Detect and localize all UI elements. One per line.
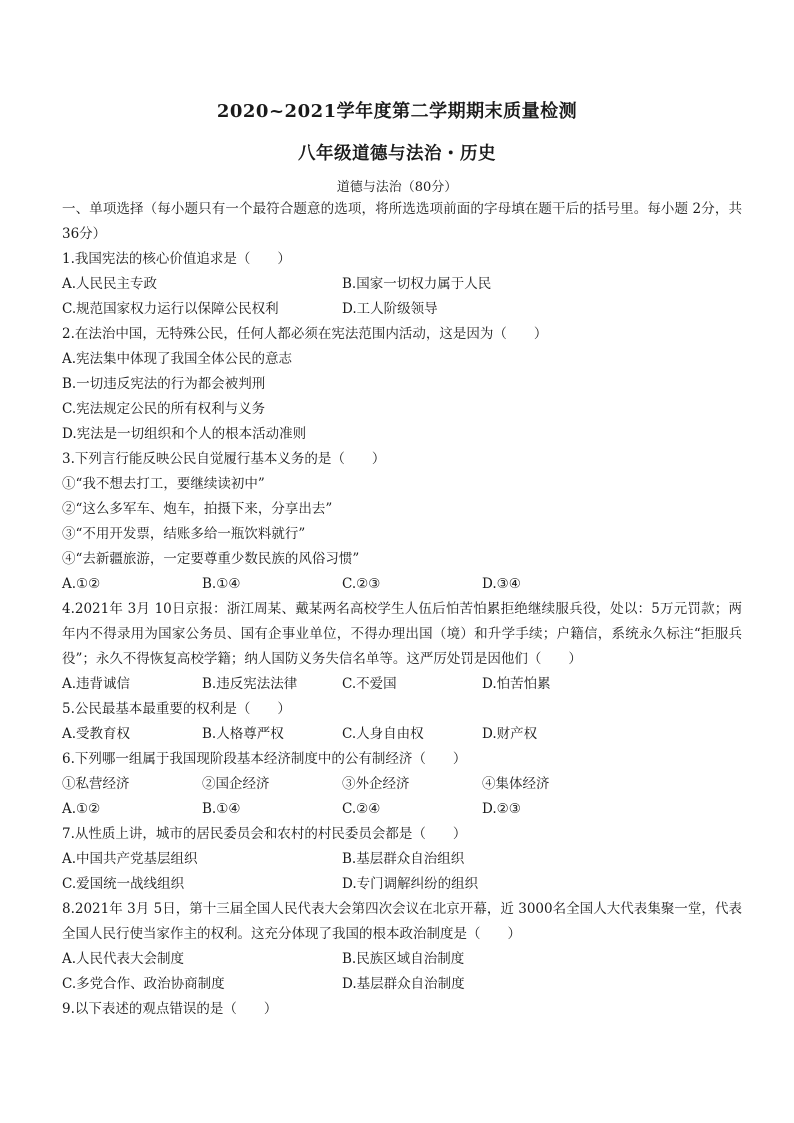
- option-row: [62, 972, 742, 997]
- question-stem: 7.从性质上讲，城市的居民委员会和农村的村民委员会都是（ ）: [62, 826, 467, 842]
- statement-4: ④集体经济: [482, 776, 550, 792]
- option-c: C.爱国统一战线组织: [62, 876, 185, 892]
- option-c: C.多党合作、政治协商制度: [62, 976, 225, 992]
- option-b: B.一切违反宪法的行为都会被判刑: [62, 376, 266, 392]
- section-heading: 道德与法治（80分）: [336, 180, 458, 195]
- option-a: A.①②: [62, 576, 101, 592]
- option-d: D.②③: [482, 801, 521, 817]
- option-a: A.①②: [62, 801, 101, 817]
- option-row: [62, 722, 742, 747]
- option-row: [62, 572, 742, 597]
- option-c: C.②③: [342, 576, 381, 592]
- option-a: A.受教育权: [62, 726, 131, 742]
- option-a: A.人民民主专政: [62, 276, 158, 292]
- option-b: B.人格尊严权: [202, 726, 284, 742]
- statement-1: ①私营经济: [62, 776, 130, 792]
- option-d: D.怕苦怕累: [482, 676, 551, 692]
- option-row: [62, 297, 742, 322]
- statement-3: ③外企经济: [342, 776, 410, 792]
- statement-1: ①“我不想去打工，要继续读初中”: [62, 476, 265, 492]
- statement-2: ②“这么多军车、炮车，拍摄下来，分享出去”: [62, 501, 333, 517]
- question-stem: 5.公民最基本最重要的权利是（ ）: [62, 701, 291, 717]
- question-stem: 4.2021年 3月 10日京报：浙江周某、戴某两名高校学生人伍后怕苦怕累拒绝继续服兵役，处以：5万元罚款；两年内不得录用为国家公务员、国有企事业单位，不得办理出国（境）和升学手续；户籍信，系统永久标注“拒服兵役”；永久不得恢复高校学籍；纳人国防义务失信名单等。这严厉处罚是因他们（ ）: [62, 601, 742, 667]
- statement-2: ②国企经济: [202, 776, 270, 792]
- exam-subject: 八年级道德与法治・历史: [298, 144, 496, 164]
- option-a: A.中国共产党基层组织: [62, 851, 198, 867]
- option-b: B.基层群众自治组织: [342, 851, 465, 867]
- question-stem: 6.下列哪一组属于我国现阶段基本经济制度中的公有制经济（ ）: [62, 751, 467, 767]
- option-d: D.专门调解纠纷的组织: [342, 876, 479, 892]
- option-b: B.民族区域自治制度: [342, 951, 465, 967]
- question-stem: 1.我国宪法的核心价值追求是（ ）: [62, 251, 291, 267]
- option-a: A.违背诚信: [62, 676, 131, 692]
- option-d: D.③④: [482, 576, 521, 592]
- question-stem: 2.在法治中国，无特殊公民，任何人都必须在宪法范围内活动，这是因为（ ）: [62, 326, 548, 342]
- question-stem: 9.以下表述的观点错误的是（ ）: [62, 1001, 278, 1017]
- option-d: D.基层群众自治制度: [342, 976, 465, 992]
- statement-3: ③“不用开发票，结账多给一瓶饮料就行”: [62, 526, 306, 542]
- option-d: D.宪法是一切组织和个人的根本活动准则: [62, 426, 307, 442]
- question-stem: 3.下列言行能反映公民自觉履行基本义务的是（ ）: [62, 451, 386, 467]
- exam-content: [62, 197, 742, 1022]
- option-row: [62, 847, 742, 872]
- statement-4: ④“去新疆旅游，一定要尊重少数民族的风俗习惯”: [62, 551, 360, 567]
- option-d: D.工人阶级领导: [342, 301, 438, 317]
- option-c: C.人身自由权: [342, 726, 424, 742]
- option-row: [62, 672, 742, 697]
- option-row: [62, 797, 742, 822]
- option-row: [62, 272, 742, 297]
- question-stem: 8.2021年 3月 5日，第十三届全国人民代表大会第四次会议在北京开幕，近 3000名全国人大代表集聚一堂，代表全国人民行使当家作主的权利。这充分体现了我国的根本政治制度是（ ）: [62, 901, 742, 942]
- option-b: B.国家一切权力属于人民: [342, 276, 492, 292]
- option-a: A.人民代表大会制度: [62, 951, 185, 967]
- option-c: C.不爱国: [342, 676, 397, 692]
- part-instruction: 一、单项选择（每小题只有一个最符合题意的选项，将所选选项前面的字母填在题干后的括号里。每小题 2分，共 36分）: [62, 201, 742, 242]
- option-a: A.宪法集中体现了我国全体公民的意志: [62, 351, 293, 367]
- option-c: C.宪法规定公民的所有权利与义务: [62, 401, 266, 417]
- option-d: D.财产权: [482, 726, 538, 742]
- option-c: C.②④: [342, 801, 381, 817]
- option-row: [62, 947, 742, 972]
- option-row: [62, 872, 742, 897]
- option-b: B.违反宪法法律: [202, 676, 298, 692]
- option-b: B.①④: [202, 801, 241, 817]
- statement-row: [62, 772, 742, 797]
- exam-title: 2020~2021学年度第二学期期末质量检测: [216, 101, 578, 122]
- option-b: B.①④: [202, 576, 241, 592]
- option-c: C.规范国家权力运行以保障公民权利: [62, 301, 279, 317]
